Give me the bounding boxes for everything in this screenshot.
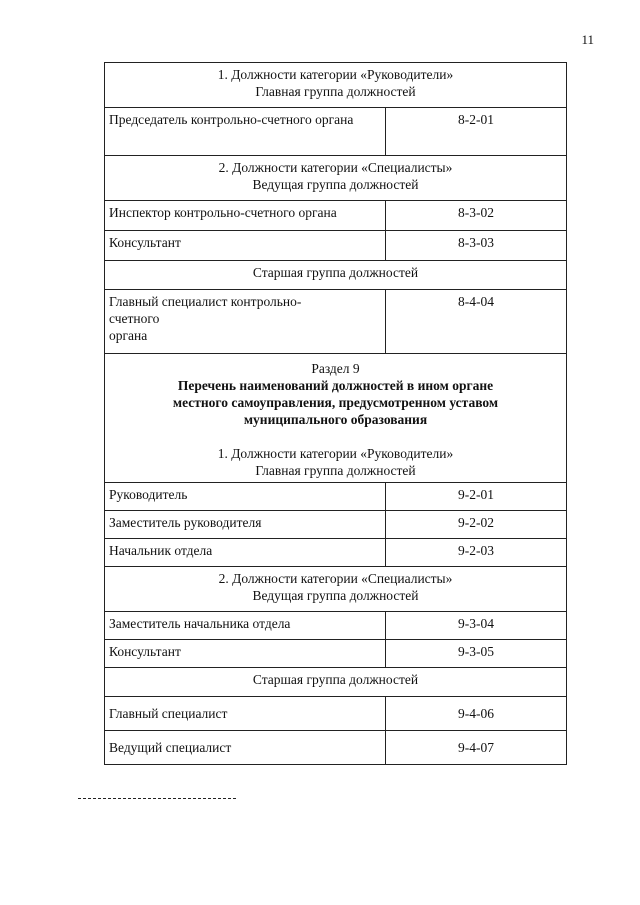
position-name bbox=[105, 290, 386, 354]
position-name: Начальник отдела bbox=[105, 539, 386, 567]
table-row bbox=[105, 539, 567, 567]
category-header-row bbox=[105, 567, 567, 612]
category-header-row bbox=[105, 63, 567, 108]
positions-table bbox=[104, 62, 567, 765]
table-row bbox=[105, 290, 567, 354]
table-row bbox=[105, 511, 567, 539]
position-name: Ведущий специалист bbox=[105, 731, 386, 765]
group-title: Ведущая группа должностей bbox=[252, 588, 419, 603]
position-code: 9-4-07 bbox=[386, 731, 567, 765]
section-heading-line: местного самоуправления, предусмотренном уставом bbox=[172, 395, 499, 410]
section-header bbox=[105, 354, 567, 483]
position-code: 8-2-01 bbox=[386, 108, 567, 156]
position-name: Председатель контрольно-счетного органа bbox=[105, 108, 386, 156]
position-code: 9-3-04 bbox=[386, 612, 567, 640]
table-row bbox=[105, 697, 567, 731]
table-row bbox=[105, 731, 567, 765]
group-header-row bbox=[105, 668, 567, 697]
section-heading-line: муниципального образования bbox=[243, 412, 428, 427]
position-name: Консультант bbox=[105, 231, 386, 261]
position-name: Главный специалист bbox=[105, 697, 386, 731]
footnote-separator bbox=[78, 798, 236, 799]
position-name: Заместитель руководителя bbox=[105, 511, 386, 539]
category-title: 2. Должности категории «Специалисты» bbox=[218, 160, 453, 175]
position-name: Руководитель bbox=[105, 483, 386, 511]
table-row bbox=[105, 201, 567, 231]
table-row bbox=[105, 483, 567, 511]
position-code: 8-4-04 bbox=[386, 290, 567, 354]
position-code: 8-3-02 bbox=[386, 201, 567, 231]
section-header-row bbox=[105, 354, 567, 483]
section-heading-line: Перечень наименований должностей в ином органе bbox=[177, 378, 494, 393]
table-row bbox=[105, 612, 567, 640]
position-code: 9-2-01 bbox=[386, 483, 567, 511]
position-name-line: Главный специалист контрольно- bbox=[109, 294, 302, 309]
position-code: 9-3-05 bbox=[386, 640, 567, 668]
spacer bbox=[109, 428, 562, 445]
table-row bbox=[105, 108, 567, 156]
category-title: 1. Должности категории «Руководители» bbox=[217, 446, 454, 461]
group-title: Старшая группа должностей bbox=[105, 261, 567, 290]
position-name: Заместитель начальника отдела bbox=[105, 612, 386, 640]
group-title: Старшая группа должностей bbox=[105, 668, 567, 697]
category-header-row bbox=[105, 156, 567, 201]
table-row bbox=[105, 231, 567, 261]
page-number: 11 bbox=[581, 32, 594, 47]
group-title: Главная группа должностей bbox=[255, 463, 416, 478]
position-name-line: органа bbox=[109, 328, 148, 343]
category-header bbox=[105, 63, 567, 108]
group-title: Главная группа должностей bbox=[255, 84, 416, 99]
category-header bbox=[105, 156, 567, 201]
position-code: 9-2-03 bbox=[386, 539, 567, 567]
position-code: 9-2-02 bbox=[386, 511, 567, 539]
group-header-row bbox=[105, 261, 567, 290]
category-header bbox=[105, 567, 567, 612]
position-code: 8-3-03 bbox=[386, 231, 567, 261]
position-name-line: счетного bbox=[109, 311, 160, 326]
category-title: 2. Должности категории «Специалисты» bbox=[218, 571, 453, 586]
section-label: Раздел 9 bbox=[311, 361, 360, 376]
position-code: 9-4-06 bbox=[386, 697, 567, 731]
table-row bbox=[105, 640, 567, 668]
position-name: Консультант bbox=[105, 640, 386, 668]
category-title: 1. Должности категории «Руководители» bbox=[217, 67, 454, 82]
group-title: Ведущая группа должностей bbox=[252, 177, 419, 192]
position-name: Инспектор контрольно-счетного органа bbox=[105, 201, 386, 231]
